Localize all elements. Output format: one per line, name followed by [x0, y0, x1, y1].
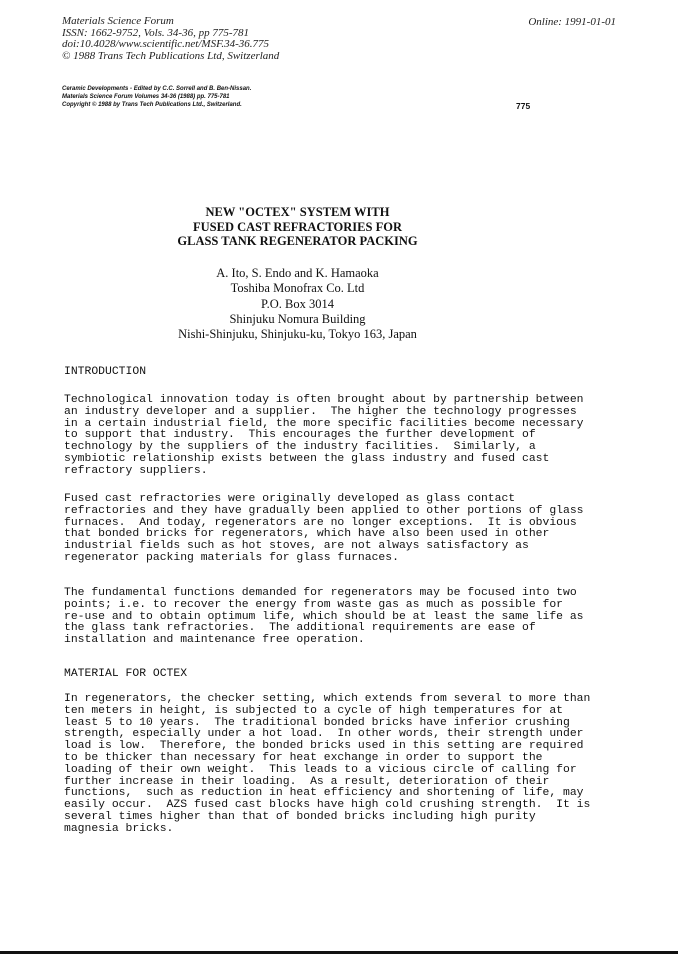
title-line-3: GLASS TANK REGENERATOR PACKING: [177, 234, 418, 248]
affiliation-po-box: P.O. Box 3014: [261, 296, 334, 311]
issn-line: ISSN: 1662-9752, Vols. 34-36, pp 775-781: [62, 26, 249, 39]
affiliation-building: Shinjuku Nomura Building: [229, 311, 366, 326]
affiliation-city: Nishi-Shinjuku, Shinjuku-ku, Tokyo 163, Japan: [178, 327, 417, 342]
affiliation-company: Toshiba Monofrax Co. Ltd: [230, 281, 365, 296]
copyright-line-3: Copyright © 1988 by Trans Tech Publications Ltd., Switzerland.: [62, 102, 242, 108]
copyright-block: [62, 85, 251, 109]
journal-name: Materials Science Forum: [62, 15, 174, 27]
page-number: 775: [516, 101, 531, 111]
journal-metadata: [62, 16, 279, 62]
copyright-line-2: Materials Science Forum Volumes 34-36 (1988) pp. 775-781: [62, 94, 230, 100]
copyright-line-1: Ceramic Developments - Edited by C.C. Sorrell and B. Ben-Nissan.: [62, 86, 252, 92]
section-heading-material: MATERIAL FOR OCTEX: [64, 668, 188, 680]
intro-paragraph-2: Fused cast refractories were originally developed as glass contact refractories and they have gradually been applied to other portions of glass furnaces. And today, regenerators are no longer exceptions. It is obvious that bonded bricks for regenerators, which have also been used in other industrial fields such as hot stoves, are not always satisfactory as regenerator packing materials for glass furnaces.: [64, 493, 584, 564]
author-names: A. Ito, S. Endo and K. Hamaoka: [216, 266, 379, 280]
intro-paragraph-3: The fundamental functions demanded for regenerators may be focused into two points; i.e. to recover the energy from waste gas as much as possible for re-use and to obtain optimum life, which should be at least the same life as the glass tank refractories. The additional requirements are ease of installation and maintenance free operation.: [64, 587, 584, 647]
doi-line: doi:10.4028/www.scientific.net/MSF.34-36.775: [62, 38, 270, 50]
title-line-1: NEW "OCTEX" SYSTEM WITH: [205, 205, 390, 219]
online-date: Online: 1991-01-01: [528, 16, 616, 28]
material-paragraph-1: In regenerators, the checker setting, which extends from several to more than ten meters in height, is subjected to a cycle of high temperatures for at least 5 to 10 years. The traditional bonded bricks have inferior crushing strength, especially under a hot load. In other words, their strength under load is low. Therefore, the bonded bricks used in this setting are required to be thicker than necessary for heat exchange in order to support the loading of their own weight. This leads to a vicious circle of calling for further increase in their loading. As a result, deterioration of their functions, such as reduction in heat efficiency and shortening of life, may easily occur. AZS fused cast blocks have high cold crushing strength. It is several times higher than that of bonded bricks including high purity magnesia bricks.: [64, 693, 591, 835]
intro-paragraph-1: Technological innovation today is often brought about by partnership between an industry developer and a supplier. The higher the technology progresses in a certain industrial field, the more specific facilities become necessary to support that industry. This encourages the further development of technology by the suppliers of the industry facilities. Similarly, a symbiotic relationship exists between the glass industry and fused cast refractory suppliers.: [64, 394, 584, 477]
author-affiliation: [0, 266, 595, 342]
page-bottom-rule: [0, 951, 678, 954]
title-line-2: FUSED CAST REFRACTORIES FOR: [193, 219, 402, 234]
publisher-line: © 1988 Trans Tech Publications Ltd, Switzerland: [62, 49, 280, 62]
paper-title: [0, 205, 595, 249]
section-heading-introduction: INTRODUCTION: [64, 366, 147, 378]
